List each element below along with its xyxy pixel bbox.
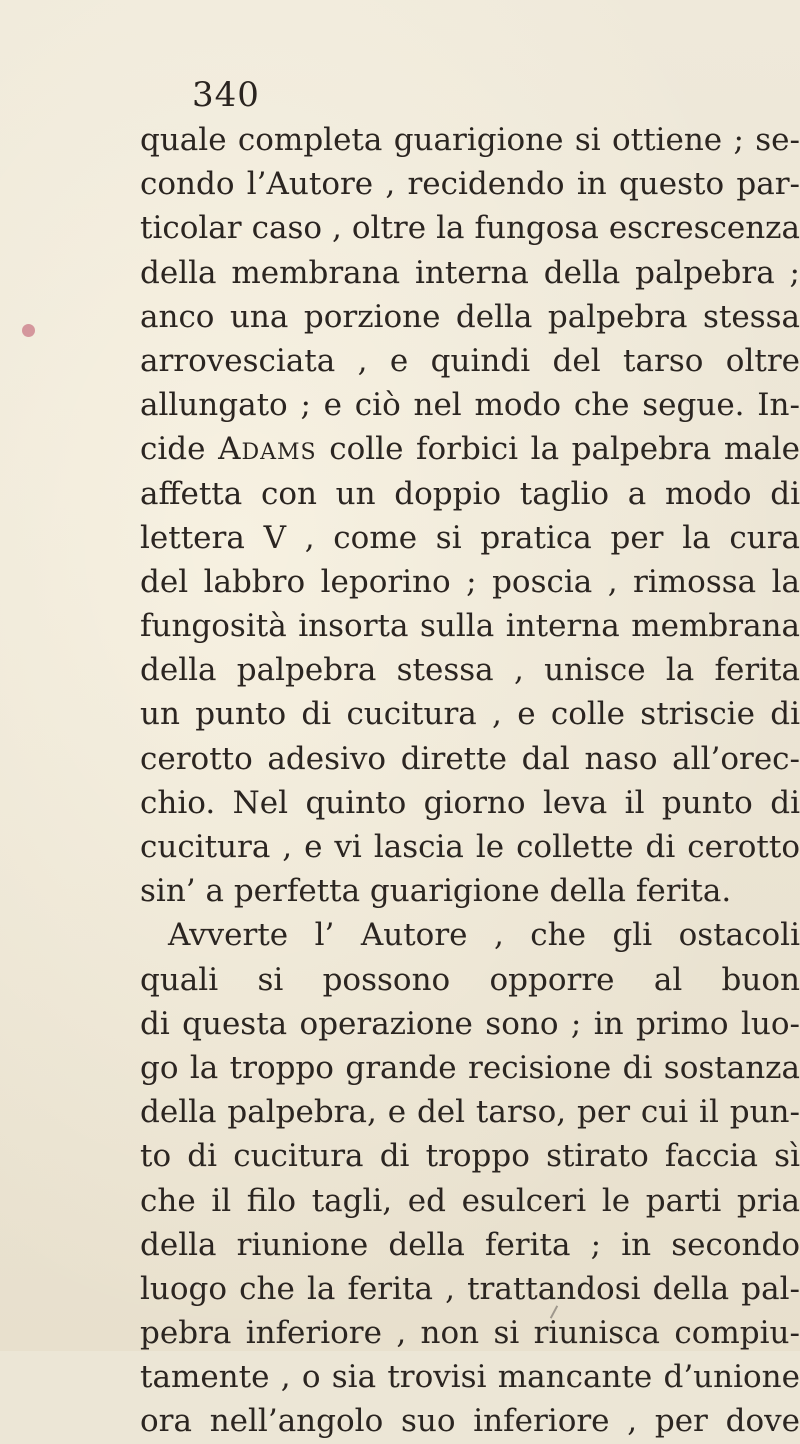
author-name: Adams — [218, 431, 317, 468]
text-line: chio. Nel quinto giorno leva il punto di — [140, 784, 800, 821]
text-line: un punto di cucitura , e colle striscie di — [140, 696, 800, 733]
text-line: allungato ; e ciò nel modo che segue. In- — [140, 387, 800, 424]
text-line: della palpebra stessa , unisce la ferita — [140, 652, 800, 689]
text-line: lettera V , come si pratica per la cura — [140, 519, 800, 556]
text-line: cerotto adesivo dirette dal naso all’orec- — [140, 740, 800, 777]
page-number: 340 — [192, 75, 260, 115]
text-line: ora nell’angolo suo inferiore , per dove — [140, 1403, 800, 1440]
text-line: affetta con un doppio taglio a modo di — [140, 475, 800, 512]
text-line: del labbro leporino ; poscia , rimossa la — [140, 563, 800, 600]
text-line: quali si possono opporre al buon — [140, 961, 800, 998]
text-line: della membrana interna della palpebra ; — [140, 254, 800, 291]
text-line: cucitura , e vi lascia le collette di cerotto — [140, 829, 800, 865]
margin-stain — [22, 324, 35, 337]
text-line: condo l’Autore , recidendo in questo par- — [140, 166, 800, 203]
text-line: quale completa guarigione si ottiene ; se- — [140, 122, 800, 158]
text-line: to di cucitura di troppo stirato faccia sì — [140, 1138, 800, 1175]
text-line: arrovesciata , e quindi del tarso oltre — [140, 342, 800, 379]
text-line: della palpebra, e del tarso, per cui il pun- — [140, 1094, 800, 1131]
text-line: cide Adams colle forbici la palpebra male — [140, 431, 800, 468]
text-line: luogo che la ferita , trattandosi della pal- — [140, 1270, 800, 1307]
text-line: di questa operazione sono ; in primo luo- — [140, 1005, 800, 1042]
text-line: ticolar caso , oltre la fungosa escrescenza — [140, 210, 800, 247]
body-text — [140, 118, 800, 1444]
text-line: go la troppo grande recisione di sostanza — [140, 1049, 800, 1086]
text-line: pebra inferiore , non si riunisca compiu- — [140, 1315, 800, 1352]
text-line: tamente , o sia trovisi mancante d’unione — [140, 1359, 800, 1396]
text-line: sin’ a perfetta guarigione della ferita. — [140, 873, 732, 910]
text-line: anco una porzione della palpebra stessa — [140, 298, 800, 335]
text-line: fungosità insorta sulla interna membrana — [140, 608, 800, 645]
text-line: che il filo tagli, ed esulceri le parti pria — [140, 1182, 800, 1219]
text-line: Avverte l’ Autore , che gli ostacoli — [168, 917, 800, 954]
text-line: della riunione della ferita ; in secondo — [140, 1226, 800, 1263]
